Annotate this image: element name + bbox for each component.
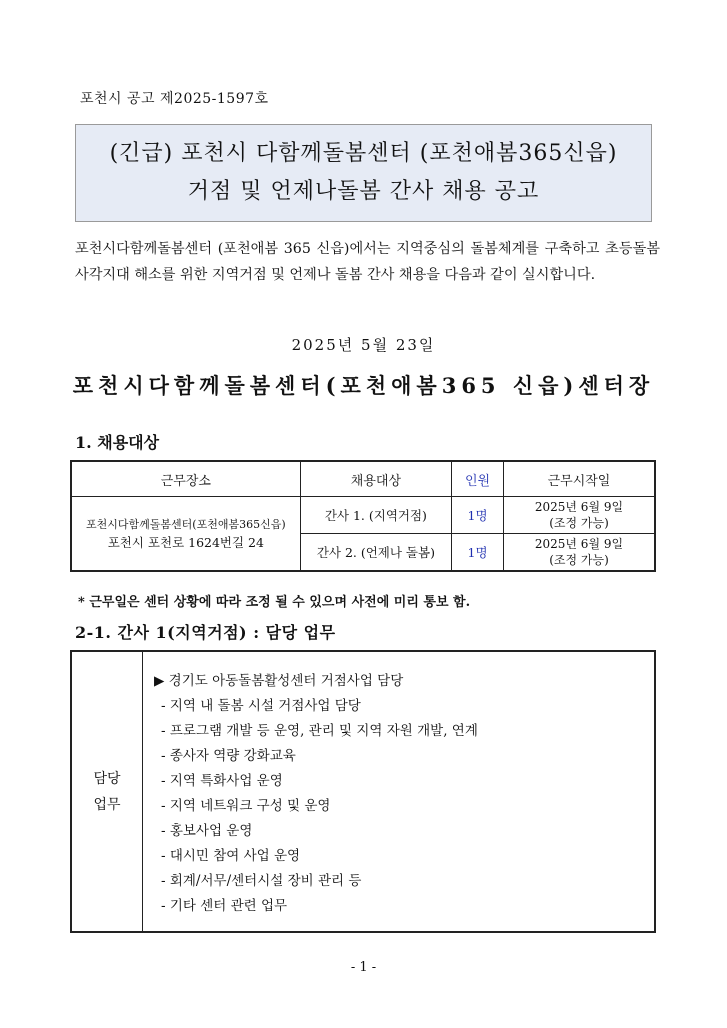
list-item: - 홍보사업 운영 [161,823,253,839]
list-item: - 종사자 역량 강화교육 [161,748,296,764]
target-cell: 간사 1. (지역거점) [300,497,451,534]
footnote: * 근무일은 센터 상황에 따라 조정 될 수 있으며 사전에 미리 통보 함. [78,595,471,610]
duty-list [154,668,478,919]
list-item: - 지역 네트워크 구성 및 운영 [161,798,331,814]
table-row [71,497,655,534]
section-1-heading: 1. 채용대상 [75,433,160,452]
col-header-target: 채용대상 [300,461,451,497]
table-header-row [71,461,655,497]
start-cell [503,534,655,572]
list-item: - 회계/서무/센터시설 장비 관리 등 [161,873,362,889]
intro-paragraph: 포천시다함께돌봄센터 (포천애봄 365 신읍)에서는 지역중심의 돌봄체계를 구축하고 초등돌봄 사각지대 해소를 위한 지역거점 및 언제나 돌봄 간사 채용을 다음과 같이 실시합니다. [75,241,660,283]
target-cell: 간사 2. (언제나 돌봄) [300,534,451,572]
col-header-place: 근무장소 [71,461,300,497]
start-date: 2025년 6월 9일 [534,500,624,514]
title-box [75,124,652,222]
duty-box [70,650,656,933]
director-signature: 포천시다함께돌봄센터(포천애봄365 신읍)센터장 [72,373,655,398]
title-line-1: (긴급) 포천시 다함께돌봄센터 (포천애봄365신읍) [109,141,618,166]
duty-label [72,652,143,931]
list-item: - 기타 센터 관련 업무 [161,898,288,914]
list-item: - 대시민 참여 사업 운영 [161,848,301,864]
start-cell [503,497,655,534]
notice-date: 2025년 5월 23일 [291,336,436,354]
duty-label-line-1: 담당 [93,770,121,787]
notice-number: 포천시 공고 제2025-1597호 [80,91,269,107]
duty-label-line-2: 업무 [93,796,121,813]
duty-list-heading: ▶ 경기도 아동돌봄활성센터 거점사업 담당 [154,673,404,689]
col-header-start: 근무시작일 [503,461,655,497]
page-number: - 1 - [350,960,377,975]
count-cell: 1명 [452,497,504,534]
list-item: - 프로그램 개발 등 운영, 관리 및 지역 자원 개발, 연계 [161,723,478,739]
start-note: (조정 가능) [549,516,609,530]
list-item: - 지역 내 돌봄 시설 거점사업 담당 [161,698,361,714]
place-address: 포천시 포천로 1624번길 24 [107,534,264,550]
list-item: - 지역 특화사업 운영 [161,773,283,789]
recruit-table [70,460,656,572]
start-date: 2025년 6월 9일 [534,537,624,551]
title-line-2: 거점 및 언제나돌봄 간사 채용 공고 [187,179,540,204]
place-cell [71,497,300,572]
place-name: 포천시다함께돌봄센터(포천애봄365신읍) [86,517,286,531]
col-header-count: 인원 [452,461,504,497]
count-cell: 1명 [452,534,504,572]
start-note: (조정 가능) [549,553,609,567]
section-2-1-heading: 2-1. 간사 1(지역거점) : 담당 업무 [75,623,336,642]
